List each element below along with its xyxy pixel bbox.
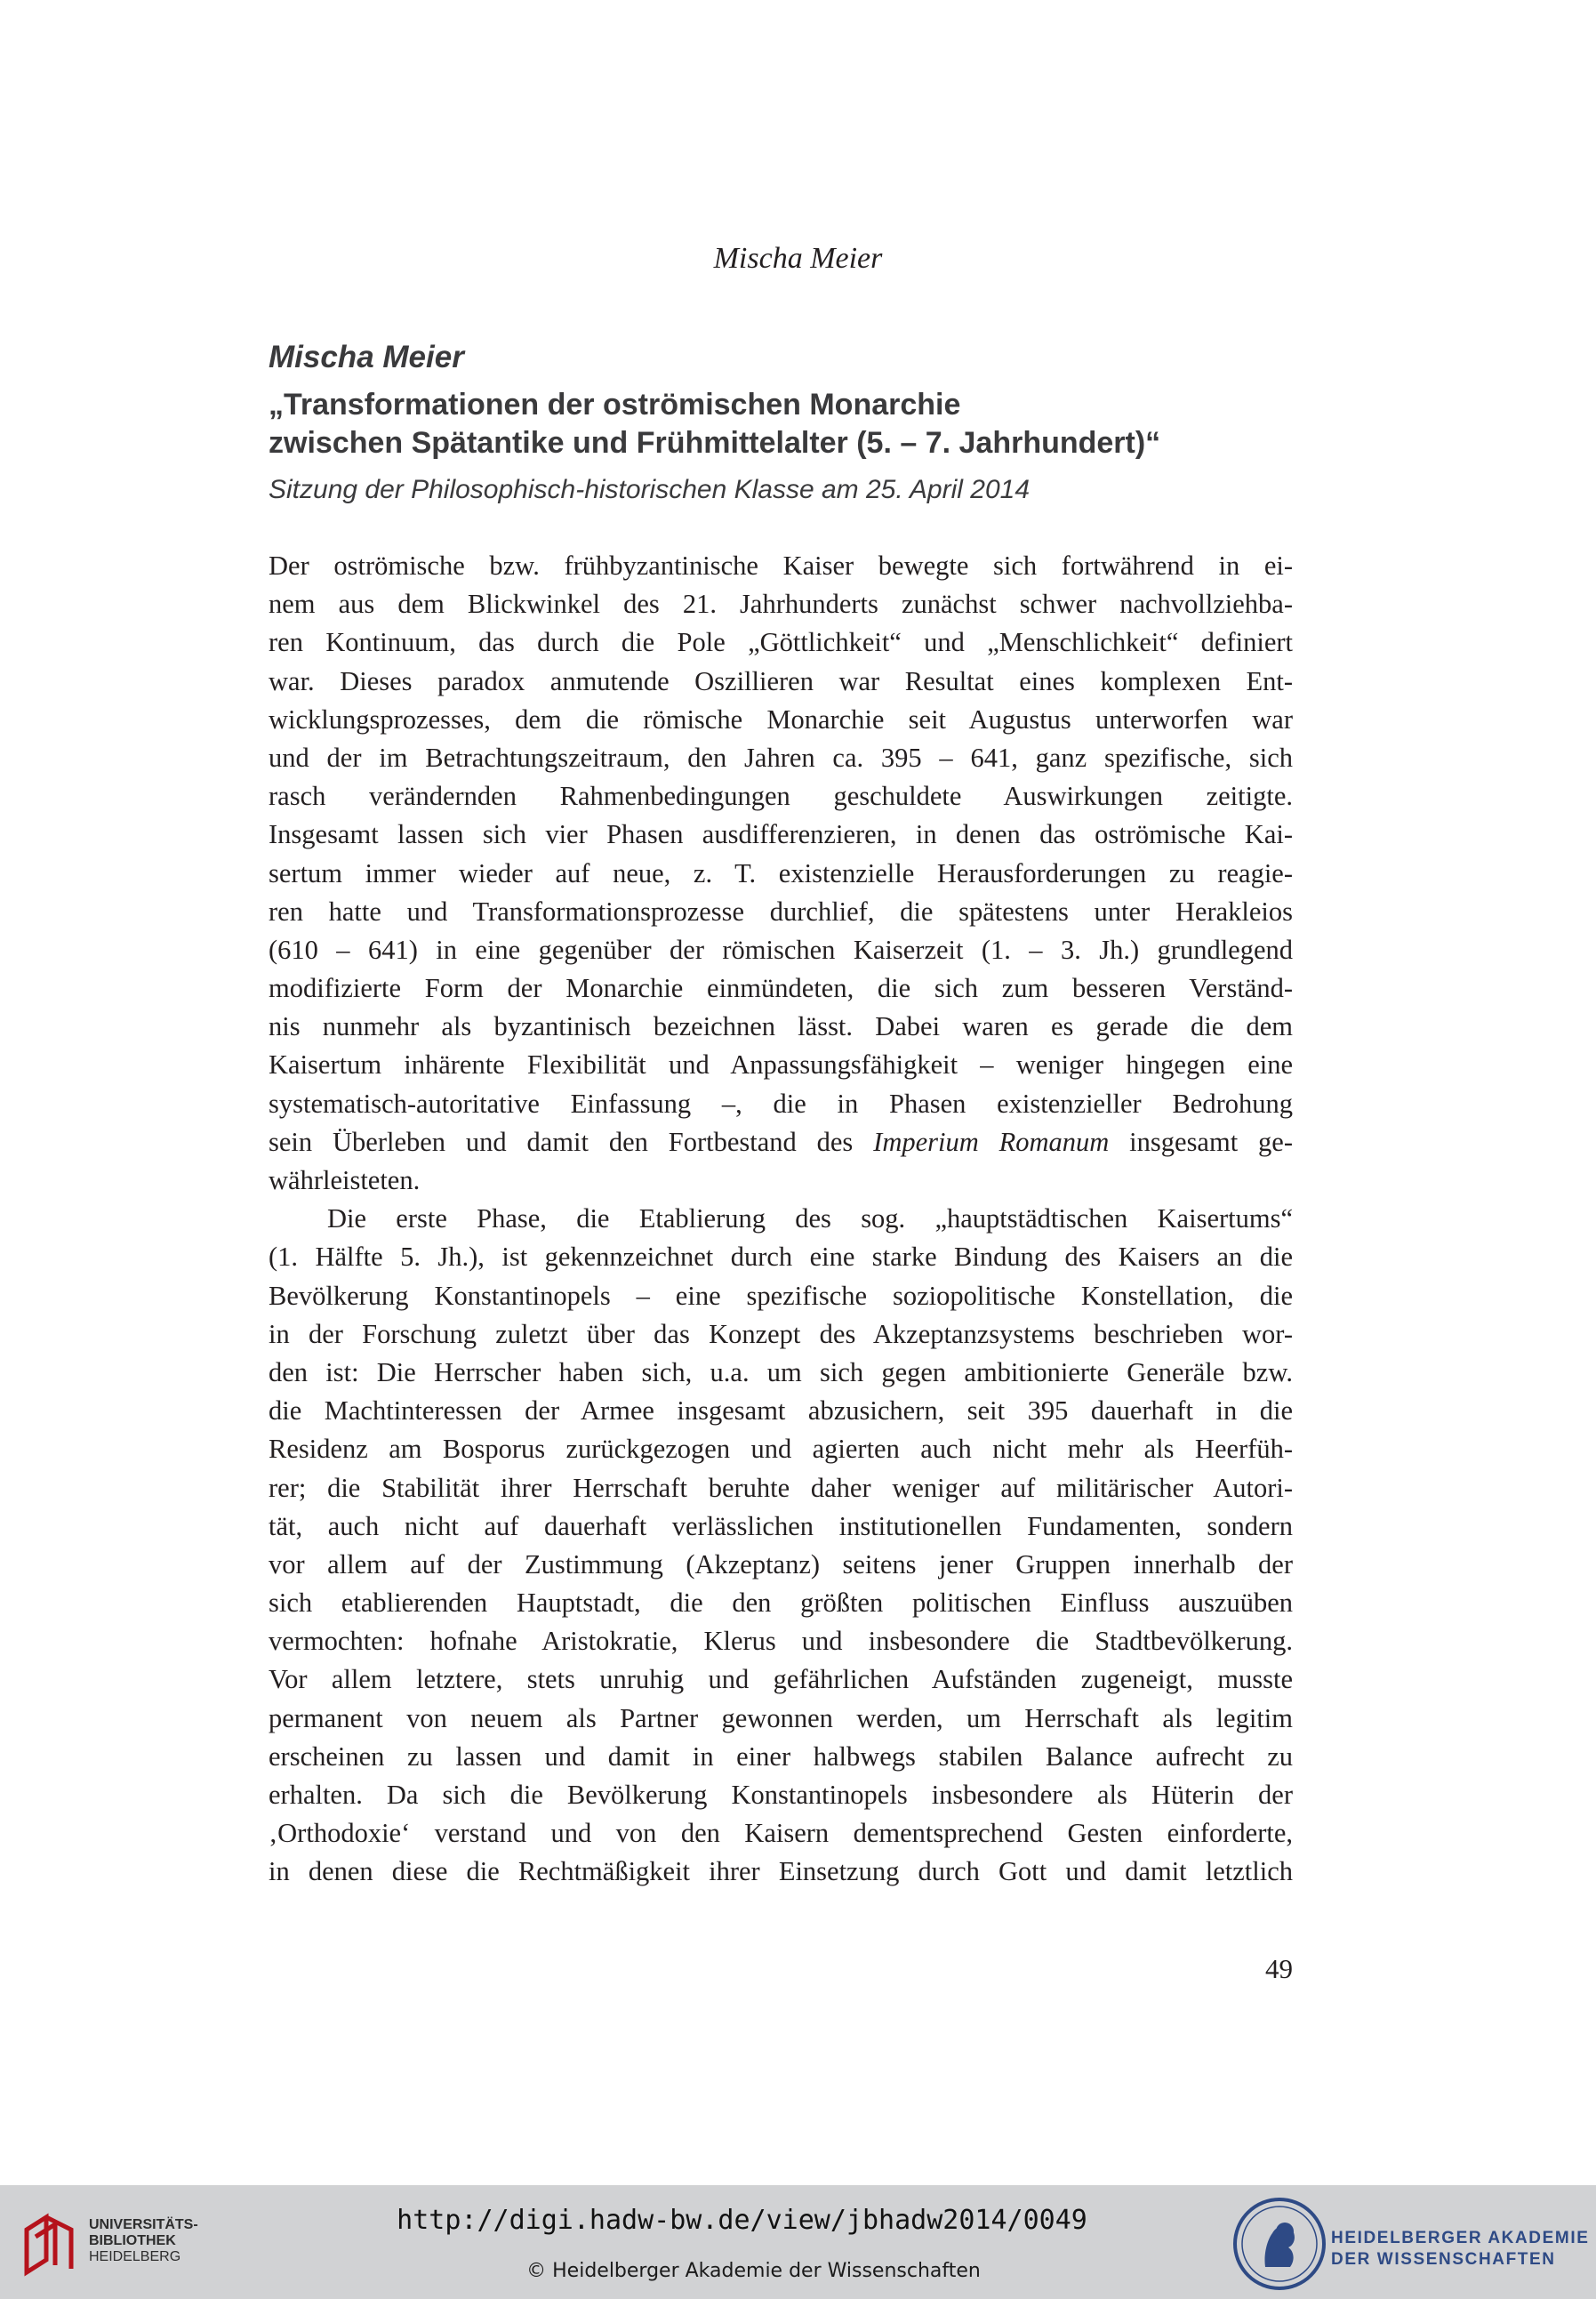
text-line: Der oströmische bzw. frühbyzantinische Kaiser bewegte sich fortwährend in ei- [269, 551, 1293, 581]
article-body [269, 547, 1293, 1892]
library-logo-line: HEIDELBERG [89, 2249, 181, 2264]
text-line: vor allem auf der Zustimmung (Akzeptanz) seitens jener Gruppen innerhalb der [269, 1548, 1293, 1580]
italic-term: Imperium Romanum [873, 1126, 1110, 1157]
copyright-text: © Heidelberger Akademie der Wissenschaften [526, 2260, 981, 2282]
text-line: Die erste Phase, die Etablierung des sog. „hauptstädtischen Kaisertums“ [327, 1203, 1293, 1234]
text-line: ren Kontinuum, das durch die Pole „Göttlichkeit“ und „Menschlichkeit“ definiert [269, 627, 1293, 658]
permalink-url-text[interactable]: http://digi.hadw-bw.de/view/jbhadw2014/0049 [397, 2205, 1087, 2236]
text-line: den ist: Die Herrscher haben sich, u.a. um sich gegen ambitionierte Generäle bzw. [269, 1356, 1293, 1387]
text-line: tät, auch nicht auf dauerhaft verlässlichen institutionellen Fundamenten, sondern [269, 1510, 1293, 1541]
text-line: (610 – 641) in eine gegenüber der römischen Kaiserzeit (1. – 3. Jh.) grundlegend [269, 934, 1293, 965]
academy-logo-text [1331, 2228, 1589, 2271]
text-line: permanent von neuem als Partner gewonnen werden, um Herrschaft als legitim [269, 1702, 1293, 1733]
text-line: rasch verändernden Rahmenbedingungen geschuldete Auswirkungen zeitigte. [269, 781, 1293, 812]
session-info: Sitzung der Philosophisch-historischen Klasse am 25. April 2014 [269, 475, 1031, 504]
article-title-line-2: zwischen Spätantike und Frühmittelalter (5. – 7. Jahrhundert)“ [269, 426, 1161, 460]
text-line: war. Dieses paradox anmutende Oszillieren war Resultat eines komplexen Ent- [269, 665, 1293, 696]
text-line-with-italic [269, 1123, 1293, 1162]
text-run: sein Überleben und damit den Fortbestand des [269, 1126, 874, 1157]
text-line: erscheinen zu lassen und damit in einer halbwegs stabilen Balance aufrecht zu [269, 1740, 1293, 1772]
academy-seal-icon [1231, 2196, 1327, 2292]
text-line: Vor allem letztere, stets unruhig und gefährlichen Aufständen zugeneigt, musste [269, 1664, 1293, 1695]
paragraph-1 [269, 547, 1293, 1200]
text-line: rer; die Stabilität ihrer Herrschaft beruhte daher weniger auf militärischer Autori- [269, 1472, 1293, 1503]
article-title-line-1: „Transformationen der oströmischen Monarchie [269, 388, 961, 422]
text-line: währleisteten. [269, 1165, 421, 1195]
footer-bar [0, 2185, 1596, 2299]
text-line: nis nunmehr als byzantinisch bezeichnen lässt. Dabei waren es gerade die dem [269, 1011, 1293, 1042]
text-line: in denen diese die Rechtmäßigkeit ihrer Einsetzung durch Gott und damit letztlich [269, 1856, 1293, 1887]
page-number: 49 [1265, 1953, 1293, 1984]
text-line: Residenz am Bosporus zurückgezogen und agierten auch nicht mehr als Heerfüh- [269, 1434, 1293, 1465]
text-line: nem aus dem Blickwinkel des 21. Jahrhunderts zunächst schwer nachvollziehba- [269, 589, 1293, 620]
paragraph-2 [269, 1200, 1293, 1891]
text-line: systematisch-autoritative Einfassung –, die in Phasen existenzieller Bedrohung [269, 1088, 1293, 1119]
text-line: erhalten. Da sich die Bevölkerung Konstantinopels insbesondere als Hüterin der [269, 1780, 1293, 1810]
text-line: in der Forschung zuletzt über das Konzept des Akzeptanzsystems beschrieben wor- [269, 1318, 1293, 1349]
text-line: sertum immer wieder auf neue, z. T. existenzielle Herausforderungen zu reagie- [269, 857, 1293, 888]
text-line: Bevölkerung Konstantinopels – eine spezifische soziopolitische Konstellation, die [269, 1280, 1293, 1311]
text-line: und der im Betrachtungszeitraum, den Jahren ca. 395 – 641, ganz spezifische, sich [269, 742, 1293, 773]
text-line: die Machtinteressen der Armee insgesamt abzusichern, seit 395 dauerhaft in die [269, 1395, 1293, 1427]
text-line: ren hatte und Transformationsprozesse durchlief, die spätestens unter Herakleios [269, 896, 1293, 927]
article-author: Mischa Meier [269, 340, 464, 374]
academy-logo[interactable] [1231, 2196, 1590, 2292]
text-run: insgesamt ge- [1109, 1126, 1293, 1157]
text-line: vermochten: hofnahe Aristokratie, Klerus und insbesondere die Stadtbevölkerung. [269, 1626, 1293, 1657]
running-head: Mischa Meier [713, 242, 883, 275]
text-line: wicklungsprozesses, dem die römische Monarchie seit Augustus unterworfen war [269, 703, 1293, 735]
academy-logo-line: DER WISSENSCHAFTEN [1331, 2250, 1556, 2269]
text-line: (1. Hälfte 5. Jh.), ist gekennzeichnet durch eine starke Bindung des Kaisers an die [269, 1242, 1293, 1273]
article-title [269, 386, 1335, 462]
library-logo-line: BIBLIOTHEK [89, 2233, 176, 2248]
text-line: Kaisertum inhärente Flexibilität und Anpassungsfähigkeit – weniger hingegen eine [269, 1049, 1293, 1081]
text-line: Insgesamt lassen sich vier Phasen ausdifferenzieren, in denen das oströmische Kai- [269, 819, 1293, 850]
text-line: ‚Orthodoxie‘ verstand und von den Kaisern dementsprechend Gesten einforderte, [269, 1818, 1293, 1849]
text-line: sich etablierenden Hauptstadt, die den größten politischen Einfluss auszuüben [269, 1588, 1293, 1619]
text-line: modifizierte Form der Monarchie einmündeten, die sich zum besseren Verständ- [269, 973, 1293, 1004]
academy-logo-line: HEIDELBERGER AKADEMIE [1331, 2229, 1590, 2247]
library-logo-line: UNIVERSITÄTS- [89, 2217, 198, 2232]
